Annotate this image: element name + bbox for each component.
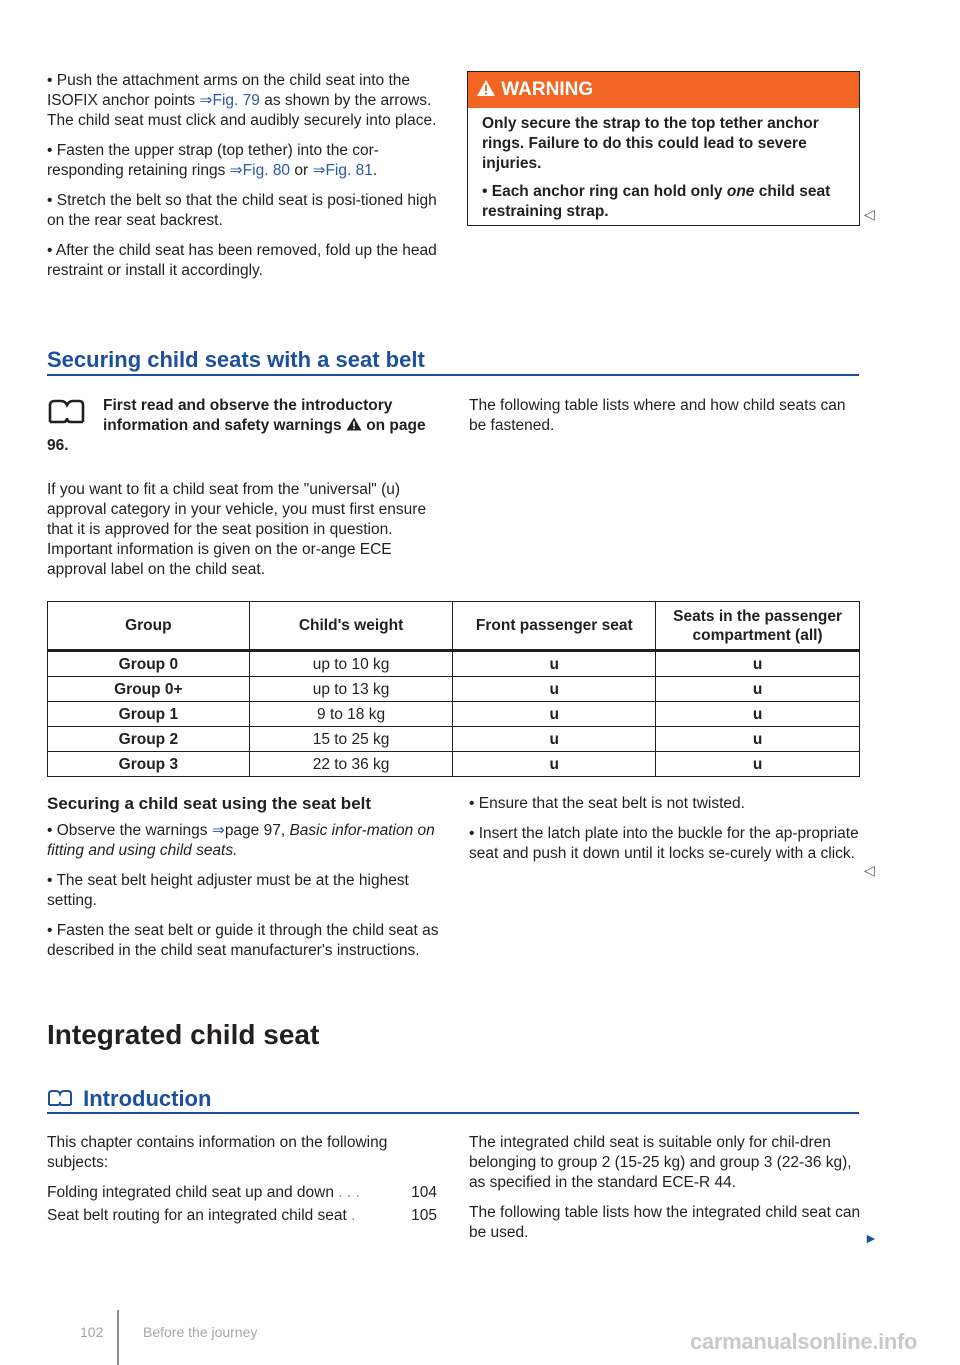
- end-of-section-icon: ◁: [864, 206, 875, 222]
- table-row: [48, 702, 860, 727]
- bullet-height-adjuster: • The seat belt height adjuster must be at the highest setting.: [47, 872, 409, 909]
- book-icon: [47, 398, 95, 424]
- fig-link-80[interactable]: Fig. 80: [242, 162, 291, 179]
- table-cell: u: [453, 677, 656, 702]
- warning-box: [467, 71, 860, 226]
- toc-page-number: 105: [411, 1207, 437, 1224]
- table-cell: Group 0+: [48, 677, 250, 702]
- table-cell: Group 3: [48, 752, 250, 777]
- section-rule: [47, 1112, 859, 1114]
- table-cell: u: [656, 727, 860, 752]
- table-cell: u: [656, 752, 860, 777]
- toc-entry[interactable]: Seat belt routing for an integrated child seat . 105: [47, 1206, 437, 1229]
- fig-link-79[interactable]: Fig. 79: [212, 92, 260, 109]
- table-cell: u: [656, 702, 860, 727]
- table-cell: 9 to 18 kg: [249, 702, 453, 727]
- page-number: 102: [80, 1324, 104, 1340]
- warning-bullet: • Each anchor ring can hold only one child seat restraining strap.: [482, 183, 831, 220]
- intro-page-ref: on page 96.: [47, 417, 426, 454]
- table-cell: Group 2: [48, 727, 250, 752]
- chapter-intro-paragraph: This chapter contains information on the following subjects:: [47, 1134, 388, 1171]
- bullet-top-tether: • Fasten the upper strap (top tether) into the cor-responding retaining rings ⇒Fig. 80 or ⇒Fig. 81.: [47, 142, 379, 179]
- column-header-passenger-compartment: Seats in the passenger compartment (all): [656, 602, 860, 651]
- column-header-group: Group: [48, 602, 250, 651]
- bullet-isofix: • Push the attachment arms on the child seat into the ISOFIX anchor points ⇒Fig. 79 as shown by the arrows. The child seat must click and audibly securely into place.: [47, 72, 437, 129]
- subsection-title: Securing a child seat using the seat belt: [47, 794, 372, 813]
- section-rule: [47, 374, 859, 376]
- table-header-row: [48, 602, 860, 651]
- introduction-heading: [47, 1085, 211, 1113]
- book-icon: [47, 1089, 77, 1107]
- child-seat-table: [47, 601, 860, 777]
- section-title-seat-belt: Securing child seats with a seat belt: [47, 347, 425, 372]
- table-cell: u: [453, 651, 656, 677]
- table-cell: u: [656, 651, 860, 677]
- universal-approval-paragraph: If you want to fit a child seat from the "universal" (u) approval category in your vehicle, you must first ensure that it is approved for the seat position in question. Important information is given on the or-ange ECE approval label on the child seat.: [47, 481, 427, 578]
- table-row: [48, 727, 860, 752]
- table-cell: Group 0: [48, 651, 250, 677]
- column-header-front-seat: Front passenger seat: [453, 602, 656, 651]
- bullet-latch-plate: • Insert the latch plate into the buckle for the ap-propriate seat and push it down until it locks se-curely with a click.: [469, 825, 859, 862]
- bullet-not-twisted: • Ensure that the seat belt is not twisted.: [469, 795, 745, 812]
- table-intro-paragraph: The following table lists where and how child seats can be fastened.: [469, 397, 846, 434]
- integrated-table-intro-paragraph: The following table lists how the integrated child seat can be used.: [469, 1204, 861, 1241]
- table-cell: 22 to 36 kg: [249, 752, 453, 777]
- warning-triangle-icon: [476, 79, 496, 97]
- table-row: [48, 752, 860, 777]
- warning-triangle-icon: [346, 417, 362, 431]
- arrow-icon: ⇒: [199, 92, 213, 109]
- chapter-title-integrated-child-seat: Integrated child seat: [47, 1019, 320, 1050]
- bullet-observe-warnings: • Observe the warnings ⇒page 97, Basic infor-mation on fitting and using child seats.: [47, 822, 435, 859]
- toc-entry[interactable]: Folding integrated child seat up and down . . . 104: [47, 1183, 437, 1206]
- bullet-stretch-belt: • Stretch the belt so that the child seat is posi-tioned high on the rear seat backrest.: [47, 192, 437, 229]
- intro-note: [47, 396, 439, 456]
- warning-header: [468, 72, 859, 108]
- chapter-name: Before the journey: [143, 1324, 258, 1340]
- introduction-title: Introduction: [83, 1086, 212, 1111]
- bullet-fold-head-restraint: • After the child seat has been removed, fold up the head restraint or install it accordingly.: [47, 242, 437, 279]
- toc-list: [47, 1183, 437, 1229]
- table-cell: 15 to 25 kg: [249, 727, 453, 752]
- arrow-icon: ⇒: [211, 822, 225, 839]
- arrow-icon: ⇒: [229, 162, 243, 179]
- table-cell: u: [453, 727, 656, 752]
- integrated-right-column: [469, 1133, 861, 1253]
- integrated-suitability-paragraph: The integrated child seat is suitable only for chil-dren belonging to group 2 (15-25 kg) and group 3 (22-36 kg), as specified in the standard ECE-R 44.: [469, 1134, 852, 1191]
- page-link-97[interactable]: page 97,: [224, 822, 286, 839]
- fig-link-81[interactable]: Fig. 81: [325, 162, 373, 179]
- arrow-icon: ⇒: [312, 162, 326, 179]
- end-of-section-icon: ◁: [864, 862, 875, 878]
- toc-page-number: 104: [411, 1184, 437, 1201]
- subsection-left-column: [47, 821, 439, 971]
- table-row: [48, 677, 860, 702]
- bullet-fasten-belt: • Fasten the seat belt or guide it through the child seat as described in the child seat manufacturer's instructions.: [47, 922, 439, 959]
- subsection-right-column: [469, 794, 861, 874]
- table-cell: up to 13 kg: [249, 677, 453, 702]
- table-cell: Group 1: [48, 702, 250, 727]
- continue-arrow-icon: ►: [864, 1230, 878, 1246]
- table-cell: up to 10 kg: [249, 651, 453, 677]
- column-header-weight: Child's weight: [249, 602, 453, 651]
- intro-bold-text: First read and observe the introductory information and safety warnings: [103, 397, 393, 434]
- table-row: [48, 651, 860, 677]
- table-cell: u: [453, 702, 656, 727]
- watermark: carmanualsonline.info: [690, 1329, 918, 1354]
- warning-title: WARNING: [501, 79, 594, 100]
- table-cell: u: [656, 677, 860, 702]
- warning-text: Only secure the strap to the top tether anchor rings. Failure to do this could lead to severe injuries.: [482, 115, 819, 172]
- warning-body: [468, 108, 859, 228]
- top-left-column: [47, 71, 439, 291]
- table-cell: u: [453, 752, 656, 777]
- footer-divider: [117, 1310, 119, 1365]
